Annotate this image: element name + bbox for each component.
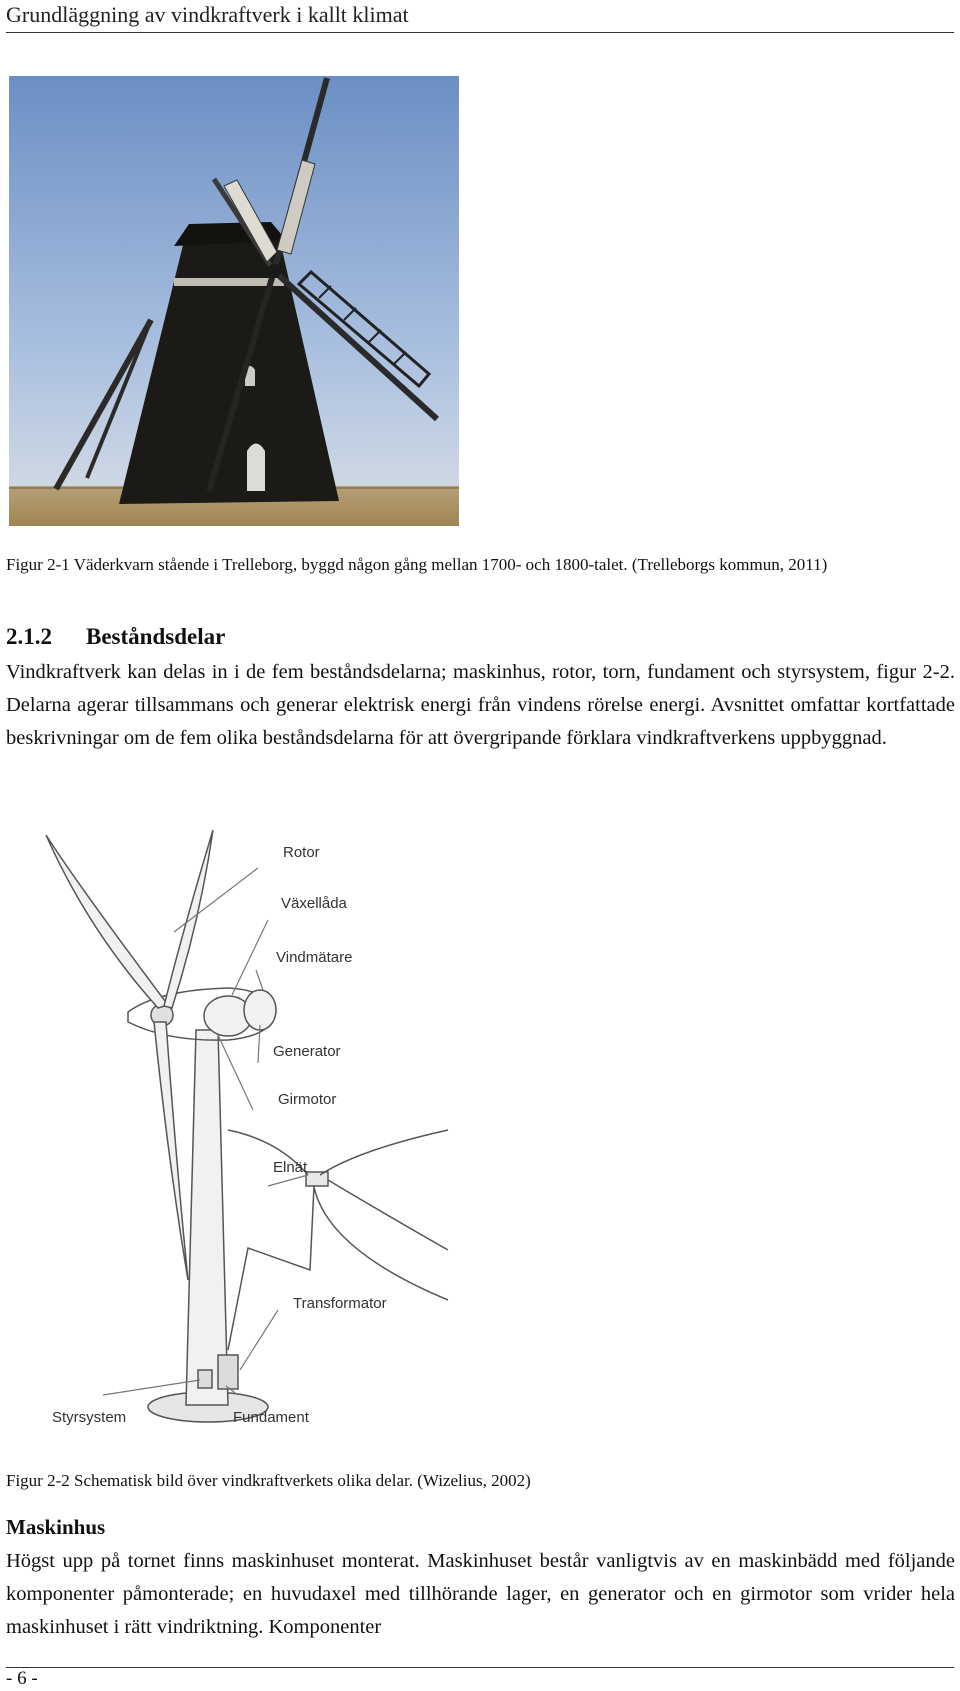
foundation-label: Fundament [233,1409,309,1426]
gearbox-label: Växellåda [281,895,347,912]
generator-label: Generator [273,1043,341,1060]
figure-caption-2: Figur 2-2 Schematisk bild över vindkraftverkets olika delar. (Wizelius, 2002) [6,1471,531,1490]
body-paragraph: Vindkraftverk kan delas in i de fem beståndsdelarna; maskinhus, rotor, torn, fundament och styrsystem, figur 2-2. Delarna agerar tillsammans och generar elektrisk energi från vindens rörelse energi. Avsnittet omfattar kortfattade beskrivningar om de fem olika beståndsdelarna för att övergripande förklara vindkraftverkens uppbyggnad. [6,661,955,749]
section-number: 2.1.2 [6,624,52,649]
figure-caption: Figur 2-1 Väderkvarn stående i Trelleborg, byggd någon gång mellan 1700- och 1800-talet. (Trelleborgs kommun, 2011) [6,555,828,574]
page-number: - 6 - [6,1668,38,1689]
transformer-label: Transformator [293,1295,387,1312]
anemometer-label: Vindmätare [276,949,353,966]
subsection-paragraph: Högst upp på tornet finns maskinhuset monterat. Maskinhuset består vanligtvis av en maskinbädd med följande komponenter påmonterade; en huvudaxel med tillhörande lager, en generator och en girmotor som vrider hela maskinhuset i rätt vindriktning. Komponenter [6,1550,955,1638]
grid-label: Elnät [273,1159,308,1176]
section-heading [6,622,225,652]
turbine-drawing [46,830,448,1422]
rotor-label: Rotor [283,844,320,861]
section-title: Beståndsdelar [86,624,226,649]
footer-rule [6,1667,954,1668]
control-system-label: Styrsystem [52,1409,127,1426]
wind-turbine-diagram [28,830,468,1440]
yaw-motor-label: Girmotor [278,1091,337,1108]
running-header: Grundläggning av vindkraftverk i kallt klimat [6,0,954,33]
windmill-photo [9,76,459,526]
subsection-heading: Maskinhus [6,1515,106,1539]
